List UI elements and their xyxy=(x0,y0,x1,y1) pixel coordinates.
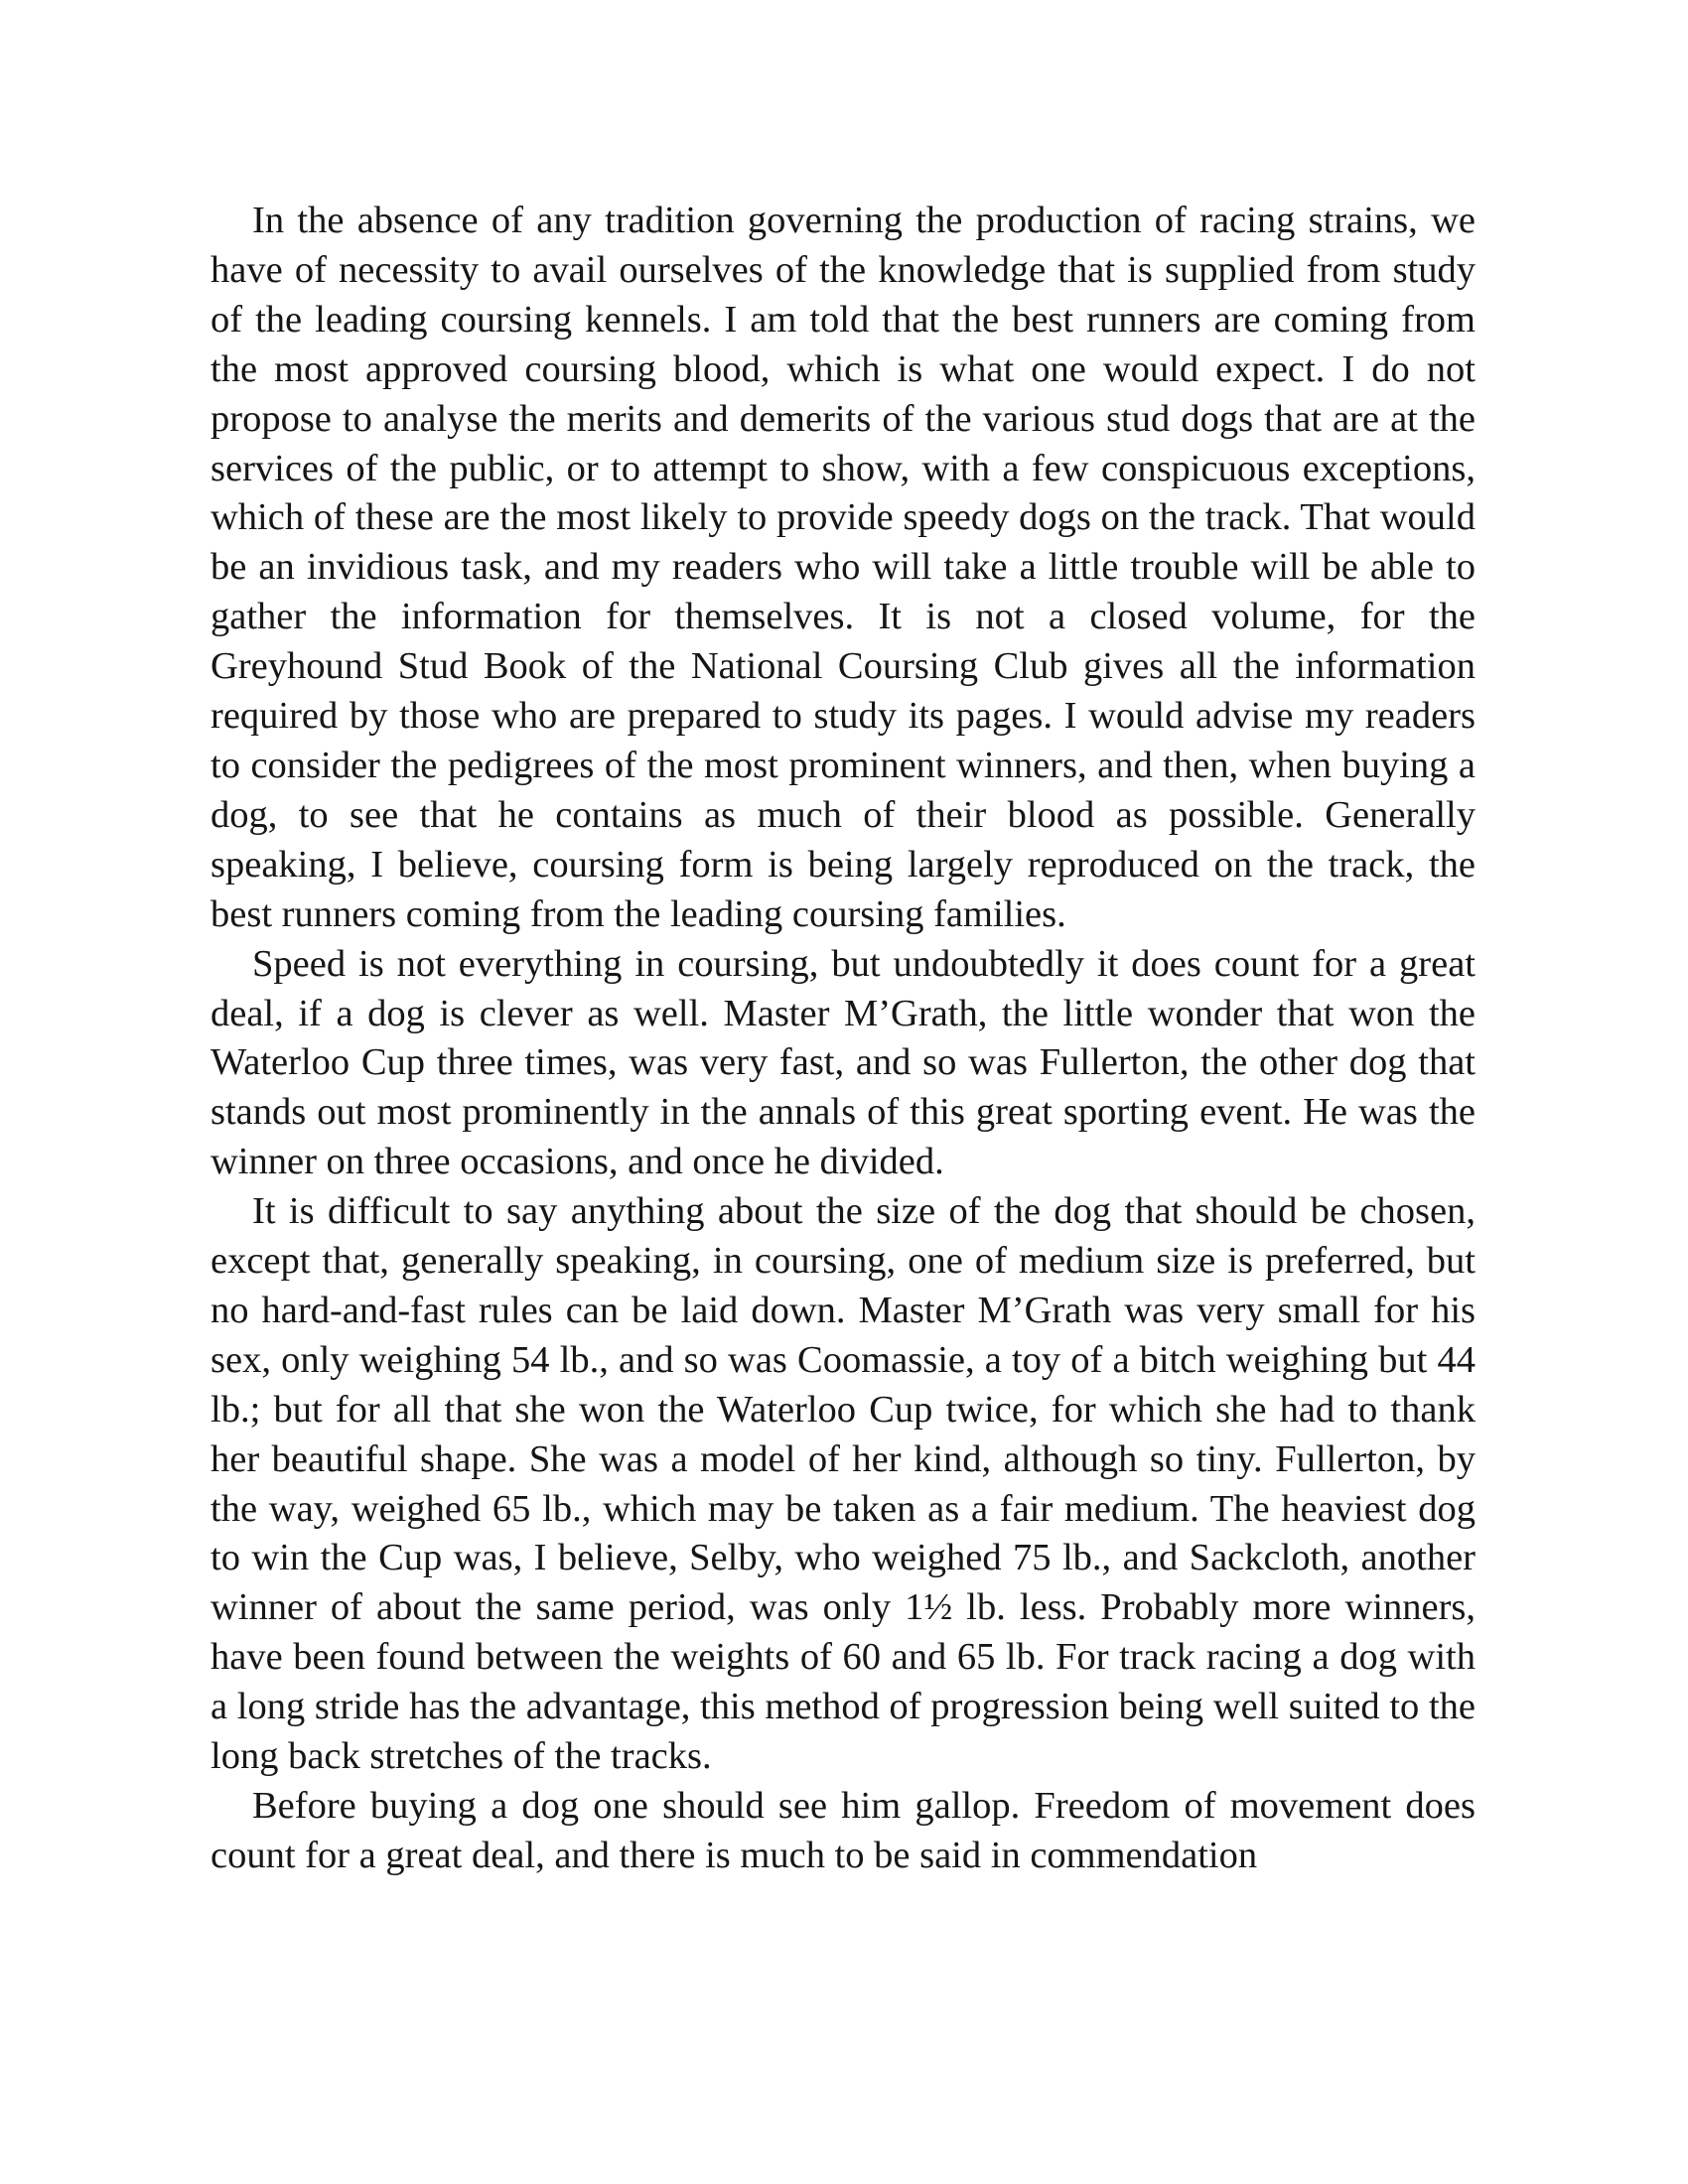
paragraph-dog-size: It is difficult to say anything about the size of the dog that should be chosen, except that, generally speaking, in coursing, one of medium size is preferred, but no hard-and-fast rules can be laid down. Master M’Grath was very small for his sex, only weighing 54 lb., and so was Coomassie, a toy of a bitch weighing but 44 lb.; but for all that she won the Waterloo Cup twice, for which she had to thank her beautiful shape. She was a model of her kind, although so tiny. Fullerton, by the way, weighed 65 lb., which may be taken as a fair medium. The heaviest dog to win the Cup was, I believe, Selby, who weighed 75 lb., and Sackcloth, another winner of about the same period, was only 1½ lb. less. Probably more winners, have been found between the weights of 60 and 65 lb. For track racing a dog with a long stride has the advantage, this method of progression being well suited to the long back stretches of the tracks. xyxy=(211,1190,1476,1778)
paragraph-racing-strains: In the absence of any tradition governing the production of racing strains, we have of necessity to avail ourselves of the knowledge that is supplied from study of the leading coursing kennels. I am told that the best runners are coming from the most approved coursing blood, which is what one would expect. I do not propose to analyse the merits and demerits of the various stud dogs that are at the services of the public, or to attempt to show, with a few conspicuous exceptions, which of these are the most likely to provide speedy dogs on the track. That would be an invidious task, and my readers who will take a little trouble will be able to gather the information for themselves. It is not a closed volume, for the Greyhound Stud Book of the National Coursing Club gives all the information required by those who are prepared to study its pages. I would advise my readers to consider the pedigrees of the most prominent winners, and then, when buying a dog, to see that he contains as much of their blood as possible. Generally speaking, I believe, coursing form is being largely reproduced on the track, the best runners coming from the leading coursing families. xyxy=(211,200,1476,935)
paragraph-buying-a-dog: Before buying a dog one should see him gallop. Freedom of movement does count for a great deal, and there is much to be said in commendation xyxy=(211,1785,1476,1876)
page-text xyxy=(211,197,1476,1881)
paragraph-speed: Speed is not everything in coursing, but undoubtedly it does count for a great deal, if a dog is clever as well. Master M’Grath, the little wonder that won the Waterloo Cup three times, was very fast, and so was Fullerton, the other dog that stands out most prominently in the annals of this great sporting event. He was the winner on three occasions, and once he divided. xyxy=(211,942,1476,1183)
